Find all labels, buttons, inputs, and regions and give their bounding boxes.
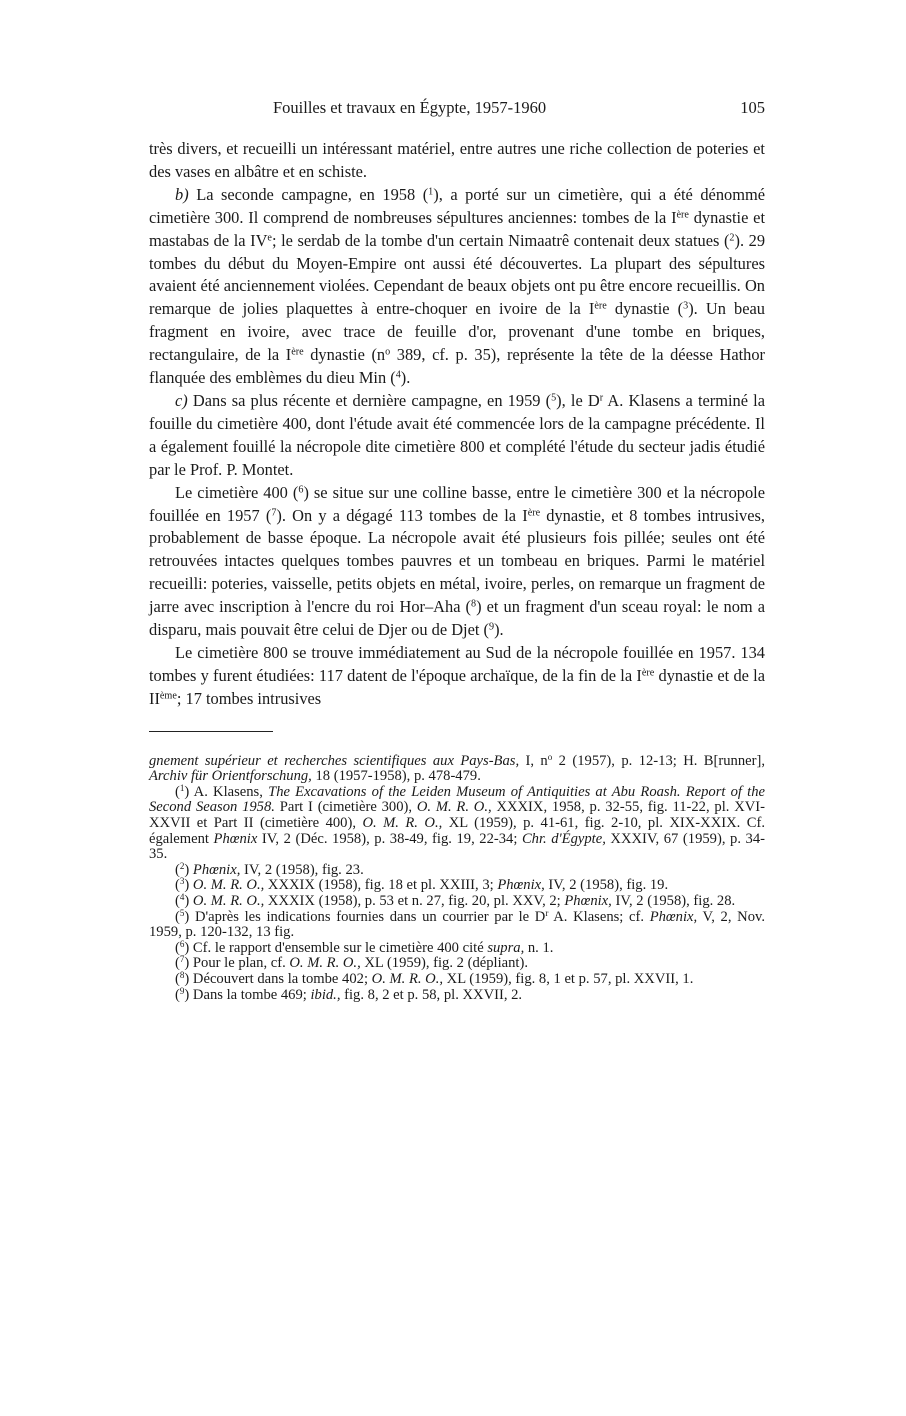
note-ref: 6 xyxy=(298,484,304,496)
running-header xyxy=(149,98,765,124)
footnote-7: ($^7$) Pour le plan, cf. O. M. R. O., XL (1959), fig. 2 (dépliant). xyxy=(175,954,528,972)
footnote-6: ($^6$) Cf. le rapport d'ensemble sur le cimetière 400 cité supra, n. 1. xyxy=(175,938,554,956)
note-ref: 5 xyxy=(551,392,557,404)
note-ref: 8 xyxy=(471,598,477,610)
paragraph-continued: très divers, et recueilli un intéressant matériel, entre autres une riche collection de poteries et des vases en albâtre et en schiste. xyxy=(149,139,765,181)
footnote-4: ($^4$) O. M. R. O., XXXIX (1958), p. 53 et n. 27, fig. 20, pl. XXV, 2; Phœnix, IV, 2 (1958), fig. 28. xyxy=(175,892,736,909)
note-ref: 7 xyxy=(271,506,277,518)
note-ref: 1 xyxy=(428,186,434,198)
item-label: b) xyxy=(175,184,189,204)
footnotes xyxy=(149,751,766,1004)
item-label: c) xyxy=(175,390,188,410)
footnote-1: ($^1$) A. Klasens, The Excavations of the Leiden Museum of Antiquities at Abu Roash. Report of the Second Season 1958. Part I (cimetière 300), O. M. R. O., XXXIX, 1958, p. 32-55, fig. 11-22, pl. XVI-XXVII et Part II (cimetière 400), O. M. R. O., XL (1959), p. 41-61, fig. 2-10, pl. XIX-XXIX. Cf. également Phœnix IV, 2 (Déc. 1958), p. 38-49, fig. 19, 22-34; Chr. d'Égypte, XXXIV, 67 (1959), p. 34-35. xyxy=(149,782,765,863)
footnote-8: ($^8$) Découvert dans la tombe 402; O. M. R. O., XL (1959), fig. 8, 1 et p. 57, pl. XXVII, 1. xyxy=(175,970,694,987)
paragraph-cemetery-800: Le cimetière 800 se trouve immédiatement au Sud de la nécropole fouillée en 1957. 134 tombes y furent étudiées: 117 datent de l'époque archaïque, de la fin de la Ière dynastie et de la IIème; 17 tombes intrusives xyxy=(149,642,766,708)
note-ref: 3 xyxy=(683,300,689,312)
footnote-separator xyxy=(149,731,273,732)
note-ref: 4 xyxy=(395,369,401,381)
note-ref: 9 xyxy=(489,621,495,633)
paragraph-cemetery-400: Le cimetière 400 ($^6$) se situe sur une colline basse, entre le cimetière 300 et la nécropole fouillée en 1957 ($^7$). On y a dégagé 113 tombes de la Ière dynastie, et 8 tombes intrusives, probablement de basse époque. La nécropole avait été plusieurs fois pillée; seules ont été retrouvées intactes quelques tombes pauvres et un tombeau en briques. Parmi le matériel recueilli: poteries, vaisselle, petits objets en métal, ivoire, perles, on remarque un fragment de jarre avec inscription à l'encre du roi Hor–Aha ($^8$) et un fragment d'un sceau royal: le nom a disparu, mais pouvait être celui de Djer ou de Djet ($^9$). xyxy=(149,482,766,640)
paragraph-second-campaign: b) La seconde campagne, en 1958 ($^1$), a porté sur un cimetière, qui a été dénommé cimetière 300. Il comprend de nombreuses sépultures anciennes: tombes de la Ière dynastie et mastabas de la IVe; le serdab de la tombe d'un certain Nimaatrê contenait deux statues ($^2$). 29 tombes du début du Moyen-Empire ont aussi été découvertes. La plupart des sépultures avaient été anciennement violées. Cependant de beaux objets ont pu être encore recueillis. On remarque de jolies plaquettes à entre-choquer en ivoire de la Ière dynastie ($^3$). Un beau fragment en ivoire, avec trace de feuille d'or, provenant d'une tombe en briques, rectangulaire, de la Ière dynastie ($n^o$ 389, cf. p. 35), représente la tête de la déesse Hathor flanquée des emblèmes du dieu Min ($^4$). xyxy=(149,184,766,388)
paragraph-third-campaign: c) Dans sa plus récente et dernière campagne, en 1959 ($^5$), le $D^r$ A. Klasens a terminé la fouille du cimetière 400, dont l'étude avait été commencée lors de la campagne précédente. Il a également fouillé la nécropole dite cimetière 800 et complété l'étude du secteur jadis étudié par le Prof. P. Montet. xyxy=(149,390,766,479)
footnote-2: ($^2$) Phœnix, IV, 2 (1958), fig. 23. xyxy=(175,860,364,878)
footnote-3: ($^3$) O. M. R. O., XXXIX (1958), fig. 18 et pl. XXIII, 3; Phœnix, IV, 2 (1958), fig. 19. xyxy=(175,876,669,894)
footnote-continued: gnement supérieur et recherches scientifiques aux Pays-Bas, I, $n^o$ 2 (1957), p. 12-13; H. B[runner], Archiv für Orientforschung, 18 (1957-1958), p. 478-479. xyxy=(149,751,766,785)
main-text xyxy=(149,138,765,711)
footnote-9: ($^9$) Dans la tombe 469; ibid., fig. 8, 2 et p. 58, pl. XXVII, 2. xyxy=(175,985,523,1003)
footnote-5: ($^5$) D'après les indications fournies dans un courrier par le $D^r$ A. Klasens; cf. Phœnix, V, 2, Nov. 1959, p. 120-132, 13 fig. xyxy=(149,907,765,941)
note-ref: 2 xyxy=(729,232,735,244)
page xyxy=(149,98,765,1003)
page-number: 105 xyxy=(740,98,765,117)
running-title: Fouilles et travaux en Égypte, 1957-1960 xyxy=(273,98,547,117)
